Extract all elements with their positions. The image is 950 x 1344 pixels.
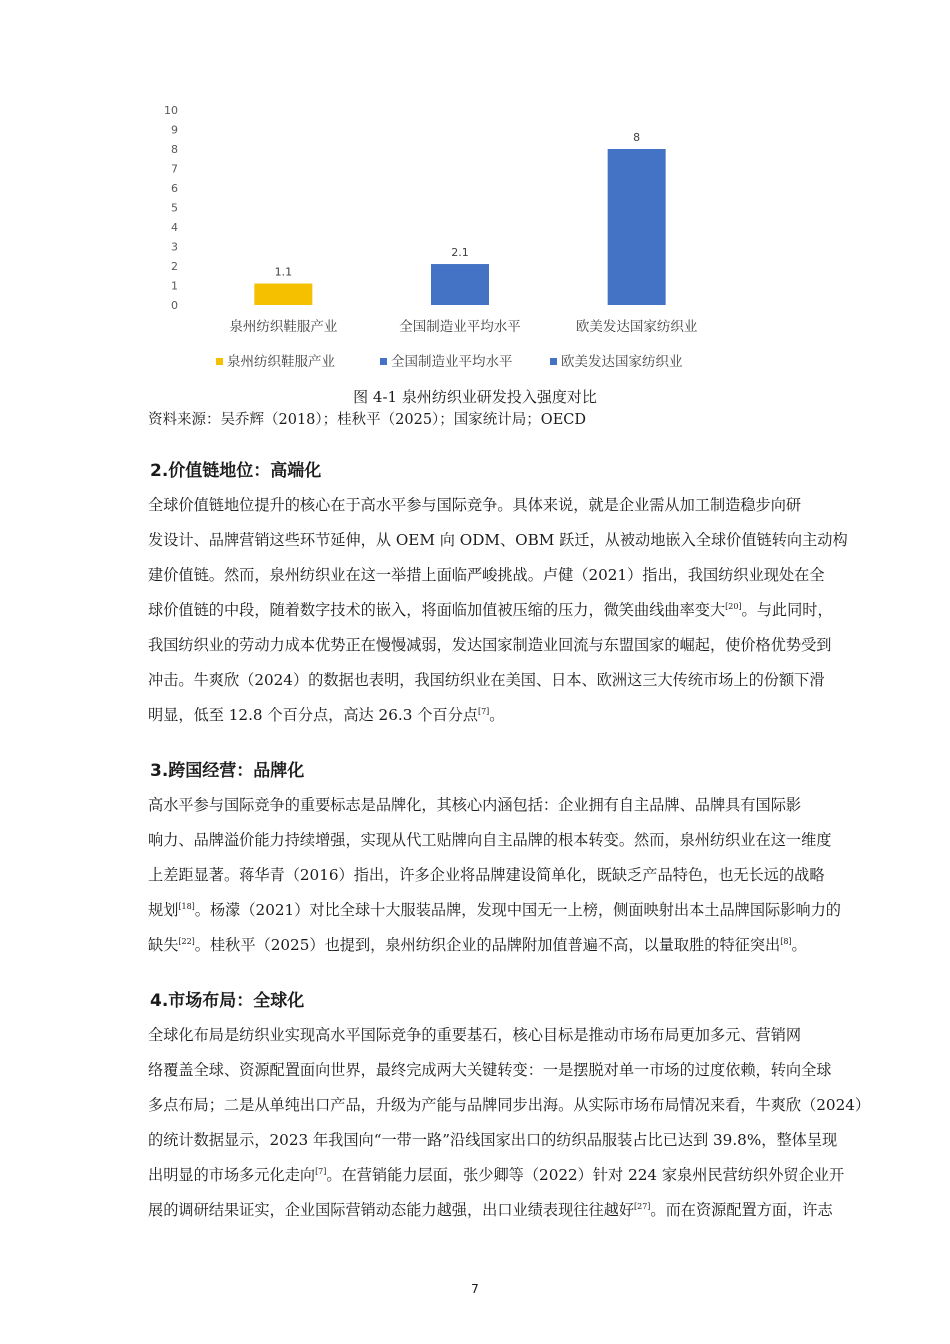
- paragraph-line: 上差距显著。蒋华青（2016）指出，许多企业将品牌建设简单化，既缺乏产品特色，也无长远的战略: [148, 866, 825, 884]
- paragraph-line: 冲击。牛爽欣（2024）的数据也表明，我国纺织业在美国、日本、欧洲这三大传统市场上的份额下滑: [148, 671, 825, 689]
- paragraph-line: 响力、品牌溢价能力持续增强，实现从代工贴牌向自主品牌的根本转变。然而，泉州纺织业在这一维度: [148, 831, 832, 849]
- data-label: 2.1: [451, 246, 469, 260]
- legend-swatch: [216, 358, 223, 365]
- section-paragraph: [148, 1018, 871, 1228]
- paragraph-line: 的统计数据显示，2023 年我国向“一带一路”沿线国家出口的纺织品服装占比已达到 39.8%，整体呈现: [148, 1131, 838, 1149]
- data-label: 8: [633, 131, 641, 144]
- page-number: 7: [471, 1282, 479, 1296]
- section-heading: 2.价值链地位：高端化: [150, 461, 322, 481]
- y-tick-label: 3: [171, 240, 178, 254]
- paragraph-line: 展的调研结果证实，企业国际营销动态能力越强，出口业绩表现往往越好[27]。而在资源配置方面，许志: [148, 1201, 833, 1219]
- bar: [254, 284, 312, 305]
- citation-ref: [18]: [178, 901, 195, 911]
- paragraph-line: 多点布局；二是从单纯出口产品，升级为产能与品牌同步出海。从实际市场布局情况来看，牛爽欣（2024）: [148, 1096, 871, 1114]
- section-heading: 4.市场布局：全球化: [150, 991, 305, 1011]
- paragraph-line: 建价值链。然而，泉州纺织业在这一举措上面临严峻挑战。卢健（2021）指出，我国纺织业现处在全: [148, 566, 825, 584]
- y-tick-label: 4: [171, 221, 178, 234]
- paragraph-line: 明显，低至 12.8 个百分点，高达 26.3 个百分点[7]。: [148, 706, 505, 724]
- x-category-label: 泉州纺织鞋服产业: [229, 319, 338, 335]
- paragraph-line: 我国纺织业的劳动力成本优势正在慢慢减弱，发达国家制造业回流与东盟国家的崛起，使价格优势受到: [148, 636, 832, 654]
- y-tick-label: 9: [171, 123, 178, 137]
- paragraph-line: 出明显的市场多元化走向[7]。在营销能力层面，张少卿等（2022）针对 224 家泉州民营纺织外贸企业开: [148, 1166, 845, 1184]
- paragraph-line: 规划[18]。杨濛（2021）对比全球十大服装品牌，发现中国无一上榜，侧面映射出本土品牌国际影响力的: [148, 901, 841, 919]
- paragraph-line: 缺失[22]。桂秋平（2025）也提到，泉州纺织企业的品牌附加值普遍不高，以量取胜的特征突出[8]。: [148, 936, 807, 954]
- legend-swatch: [380, 358, 387, 365]
- paragraph-line: 络覆盖全球、资源配置面向世界，最终完成两大关键转变：一是摆脱对单一市场的过度依赖，转向全球: [148, 1061, 832, 1079]
- y-tick-label: 8: [171, 143, 178, 156]
- section-paragraph: [148, 788, 860, 963]
- figure-caption: 图 4-1 泉州纺织业研发投入强度对比: [353, 388, 597, 406]
- section-heading: 3.跨国经营：品牌化: [150, 761, 305, 781]
- paragraph-line: 高水平参与国际竞争的重要标志是品牌化，其核心内涵包括：企业拥有自主品牌、品牌具有国际影: [148, 796, 802, 814]
- figure-source: 资料来源：吴乔辉（2018）；桂秋平（2025）；国家统计局；OECD: [148, 412, 586, 428]
- paragraph-line: 全球价值链地位提升的核心在于高水平参与国际竞争。具体来说，就是企业需从加工制造稳步向研: [148, 496, 802, 514]
- citation-ref: [22]: [178, 936, 195, 946]
- y-tick-label: 0: [171, 299, 178, 312]
- y-tick-label: 2: [171, 260, 178, 273]
- data-label: 1.1: [274, 265, 293, 279]
- section-branding: [148, 756, 860, 963]
- y-tick-label: 1: [171, 279, 178, 293]
- citation-ref: [20]: [725, 601, 742, 611]
- y-tick-label: 10: [164, 104, 178, 117]
- paragraph-line: 发设计、品牌营销这些环节延伸，从 OEM 向 ODM、OBM 跃迁，从被动地嵌入全球价值链转向主动构: [148, 531, 848, 549]
- citation-ref: [7]: [477, 706, 490, 716]
- y-tick-label: 6: [171, 182, 178, 195]
- citation-ref: [7]: [315, 1166, 327, 1176]
- section-market-layout: [148, 986, 871, 1228]
- citation-ref: [8]: [780, 936, 792, 946]
- paragraph-line: 全球化布局是纺织业实现高水平国际竞争的重要基石，核心目标是推动市场布局更加多元、营销网: [148, 1026, 802, 1044]
- paragraph-line: 球价值链的中段，随着数字技术的嵌入，将面临加值被压缩的压力，微笑曲线曲率变大[20]。与此同时，: [148, 601, 833, 619]
- x-category-label: 全国制造业平均水平: [399, 319, 521, 335]
- bar: [608, 149, 666, 305]
- legend-label: 泉州纺织鞋服产业: [227, 354, 335, 370]
- section-value-chain: [148, 456, 860, 733]
- citation-ref: [27]: [634, 1201, 651, 1211]
- legend-label: 全国制造业平均水平: [391, 354, 513, 370]
- rd-intensity-bar-chart: [150, 95, 730, 380]
- legend-label: 欧美发达国家纺织业: [561, 354, 683, 370]
- y-tick-label: 5: [171, 201, 178, 215]
- legend-swatch: [550, 358, 557, 365]
- x-category-label: 欧美发达国家纺织业: [575, 319, 698, 335]
- y-tick-label: 7: [171, 162, 178, 176]
- bar: [431, 264, 489, 305]
- section-paragraph: [148, 488, 860, 733]
